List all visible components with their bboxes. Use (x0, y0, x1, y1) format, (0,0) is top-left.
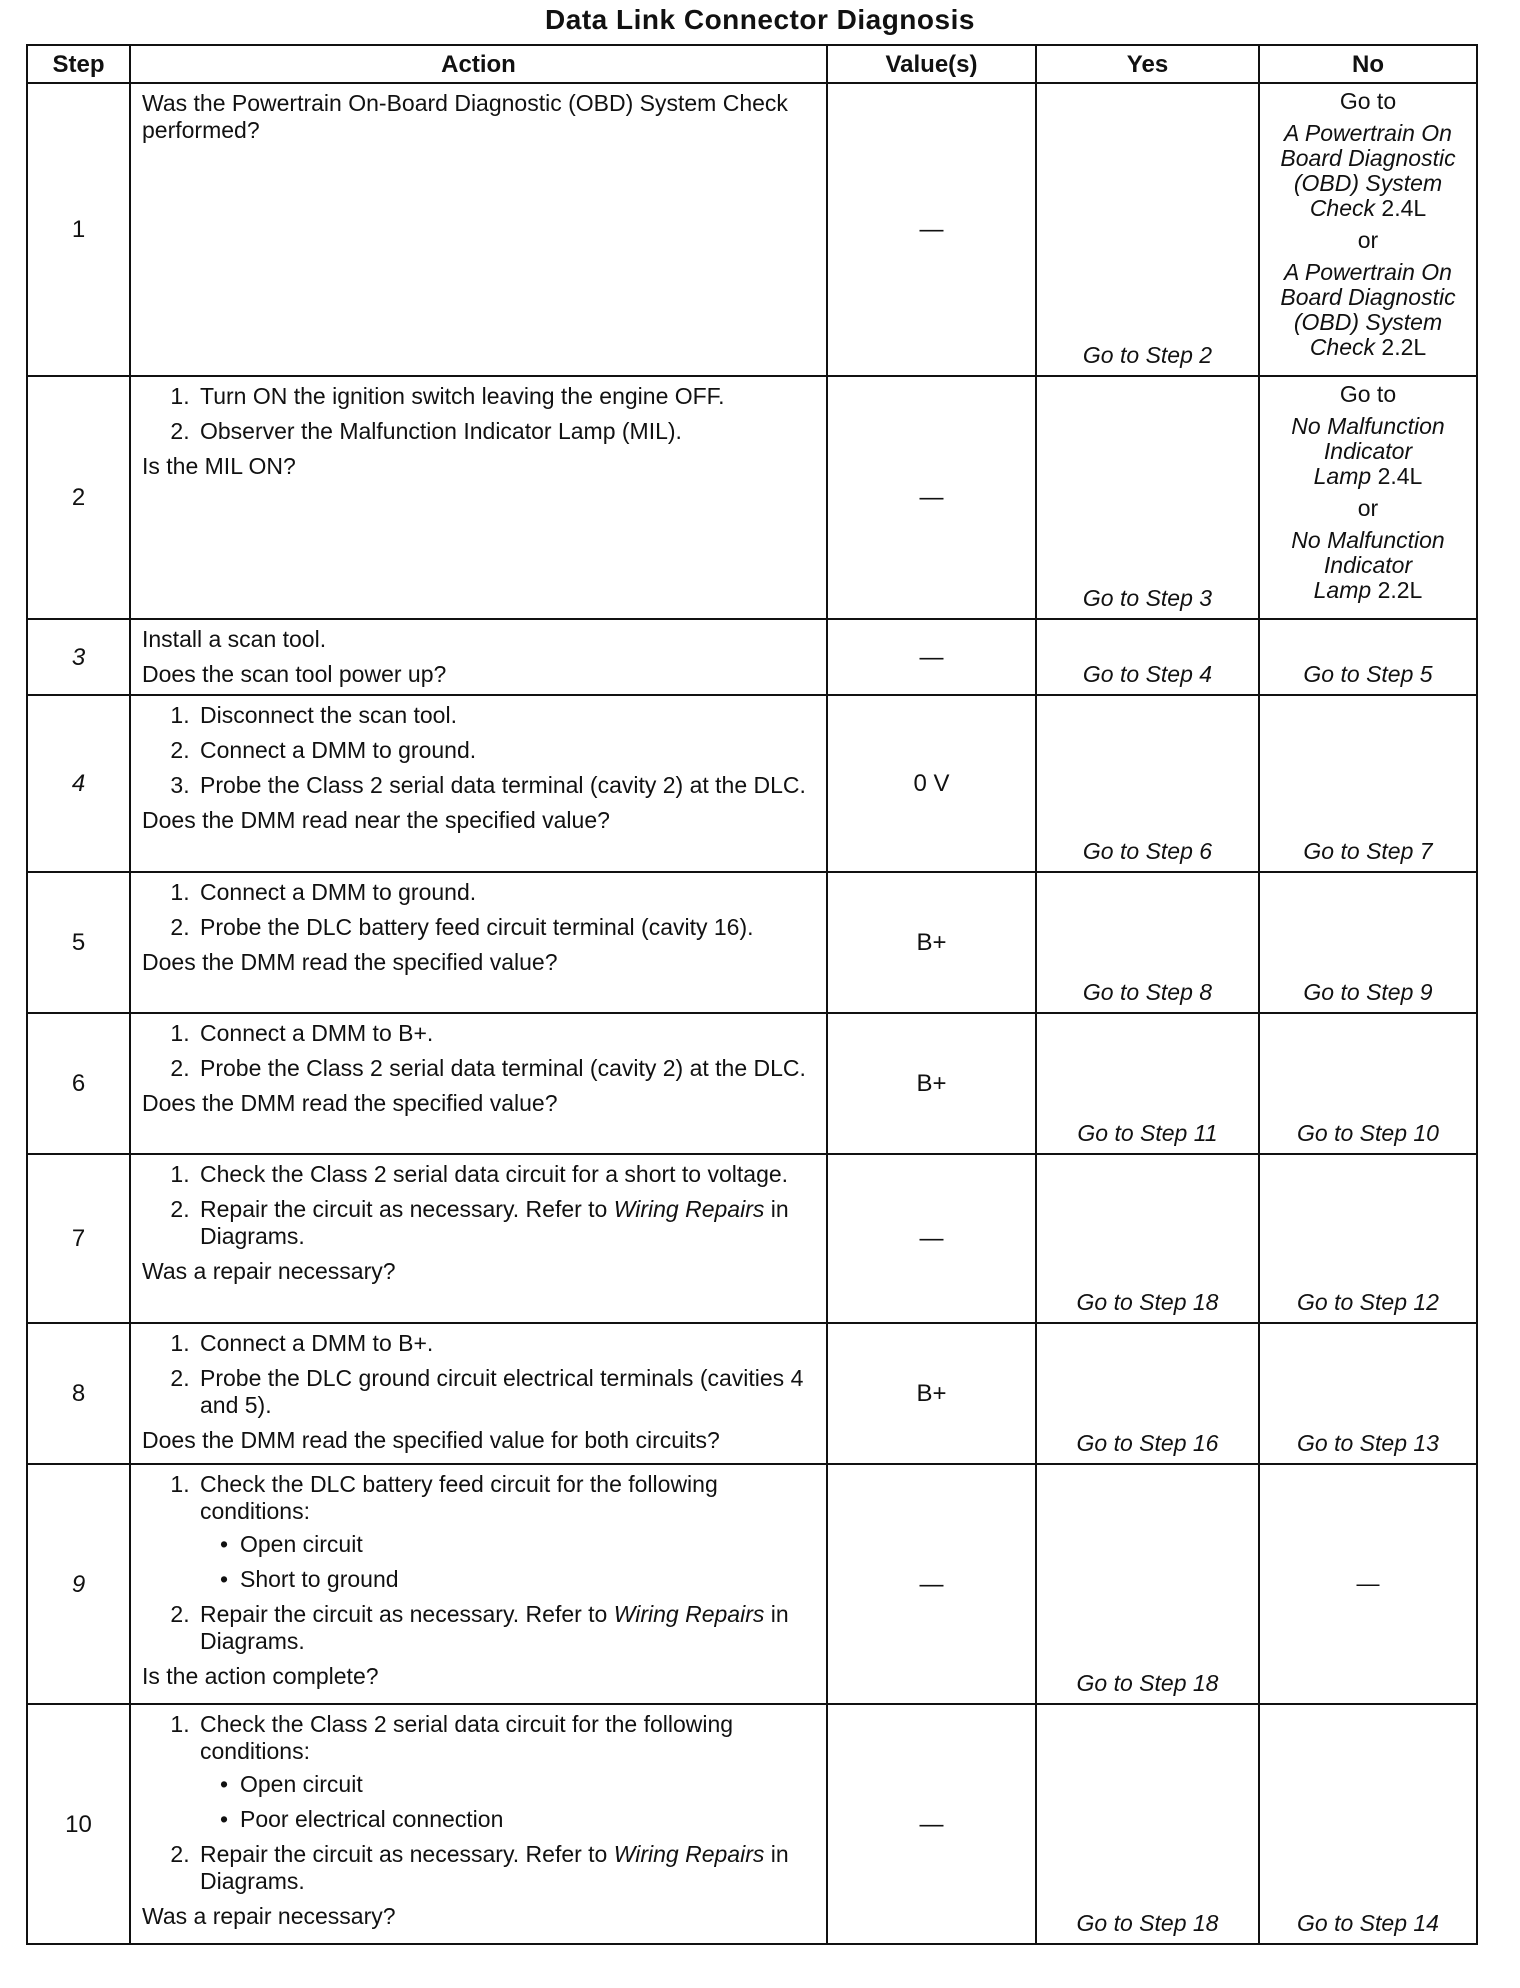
action-text: in Diagrams. (200, 1601, 789, 1654)
header-no: No (1259, 45, 1477, 83)
value-cell: — (827, 1704, 1036, 1944)
action-cell (130, 1154, 827, 1323)
action-item: 1. Connect a DMM to B+. (196, 1020, 816, 1047)
step-number: 9 (27, 1464, 130, 1704)
no-reference-text: No Malfunction Indicator (1291, 413, 1445, 464)
step-number: 7 (27, 1154, 130, 1323)
yes-cell: Go to Step 18 (1036, 1464, 1259, 1704)
header-action: Action (130, 45, 827, 83)
action-question: Was a repair necessary? (142, 1258, 396, 1284)
step-number: 3 (27, 619, 130, 695)
no-cell: Go to Step 12 (1259, 1154, 1477, 1323)
action-question: Was a repair necessary? (142, 1903, 396, 1929)
no-reference-text: No Malfunction Indicator (1291, 527, 1445, 578)
action-question: Was the Powertrain On-Board Diagnostic (OBD) System Check performed? (142, 90, 788, 143)
action-cell (130, 1464, 827, 1704)
no-cell: Go to Step 10 (1259, 1013, 1477, 1154)
action-item: 3. Probe the Class 2 serial data terminal (cavity 2) at the DLC. (196, 772, 816, 799)
step-number: 5 (27, 872, 130, 1013)
yes-cell: Go to Step 18 (1036, 1704, 1259, 1944)
value-cell: 0 V (827, 695, 1036, 872)
no-reference-tail: Lamp (1313, 463, 1372, 489)
no-reference-text: A Powertrain On Board Diagnostic (OBD) System (1280, 259, 1456, 335)
step-number: 8 (27, 1323, 130, 1464)
value-cell: B+ (827, 1323, 1036, 1464)
action-question: Does the DMM read the specified value for both circuits? (142, 1427, 720, 1453)
action-item (196, 1196, 816, 1250)
no-cell: Go to Step 7 (1259, 695, 1477, 872)
no-goto: Go to (1339, 88, 1397, 114)
action-text: Repair the circuit as necessary. Refer to (200, 1841, 614, 1867)
page-title: Data Link Connector Diagnosis (545, 4, 975, 35)
action-text: Repair the circuit as necessary. Refer to (200, 1601, 614, 1627)
action-question: Does the scan tool power up? (142, 661, 447, 687)
action-list (142, 1471, 816, 1655)
no-reference-suffix: 2.2L (1375, 334, 1427, 360)
action-question: Is the action complete? (142, 1663, 379, 1689)
action-item: 2. Probe the DLC battery feed circuit terminal (cavity 16). (196, 914, 816, 941)
action-cell (130, 83, 827, 376)
action-cell (130, 1013, 827, 1154)
no-or: or (1357, 227, 1379, 253)
action-text: Check the Class 2 serial data circuit for the following conditions: (200, 1711, 734, 1764)
table-row (27, 695, 1477, 872)
action-item: 2. Probe the Class 2 serial data terminal (cavity 2) at the DLC. (196, 1055, 816, 1082)
no-cell: — (1259, 1464, 1477, 1704)
no-reference-tail: Check (1309, 334, 1376, 360)
no-reference (1264, 260, 1472, 360)
header-values: Value(s) (827, 45, 1036, 83)
action-instruction: Install a scan tool. (142, 626, 327, 652)
wiring-repairs-reference: Wiring Repairs (613, 1841, 765, 1867)
step-number: 1 (27, 83, 130, 376)
no-cell (1259, 83, 1477, 376)
action-question: Does the DMM read the specified value? (142, 949, 558, 975)
action-question: Is the MIL ON? (142, 453, 296, 479)
action-list (142, 383, 816, 445)
action-item: 1. Connect a DMM to B+. (196, 1330, 816, 1357)
no-reference (1264, 528, 1472, 603)
header-step: Step (27, 45, 130, 83)
no-cell: Go to Step 13 (1259, 1323, 1477, 1464)
no-reference (1264, 121, 1472, 221)
table-row (27, 1464, 1477, 1704)
yes-cell: Go to Step 18 (1036, 1154, 1259, 1323)
action-item (196, 1711, 816, 1833)
condition-item: • Poor electrical connection (240, 1806, 816, 1833)
wiring-repairs-reference: Wiring Repairs (613, 1196, 765, 1222)
no-reference-text: A Powertrain On Board Diagnostic (OBD) System (1280, 120, 1456, 196)
action-list (142, 1020, 816, 1082)
no-reference-suffix: 2.2L (1371, 577, 1423, 603)
condition-item: • Open circuit (240, 1771, 816, 1798)
no-reference-tail: Lamp (1313, 577, 1372, 603)
step-number: 2 (27, 376, 130, 619)
action-cell (130, 376, 827, 619)
value-cell: — (827, 376, 1036, 619)
action-item: 2. Probe the DLC ground circuit electrical terminals (cavities 4 and 5). (196, 1365, 816, 1419)
value-cell: B+ (827, 872, 1036, 1013)
no-reference (1264, 414, 1472, 489)
yes-cell: Go to Step 11 (1036, 1013, 1259, 1154)
no-cell (1259, 376, 1477, 619)
yes-cell: Go to Step 3 (1036, 376, 1259, 619)
no-reference-suffix: 2.4L (1371, 463, 1423, 489)
table-row (27, 1323, 1477, 1464)
table-row (27, 1704, 1477, 1944)
action-cell (130, 1704, 827, 1944)
action-list (142, 702, 816, 799)
action-text: in Diagrams. (200, 1196, 789, 1249)
table-header-row (27, 45, 1477, 83)
action-text: Repair the circuit as necessary. Refer to (200, 1196, 614, 1222)
value-cell: — (827, 83, 1036, 376)
header-yes: Yes (1036, 45, 1259, 83)
yes-cell: Go to Step 16 (1036, 1323, 1259, 1464)
no-cell: Go to Step 5 (1259, 619, 1477, 695)
table-row (27, 83, 1477, 376)
action-cell (130, 619, 827, 695)
action-item: 1. Turn ON the ignition switch leaving the engine OFF. (196, 383, 816, 410)
action-item: 1. Disconnect the scan tool. (196, 702, 816, 729)
action-item (196, 1471, 816, 1593)
action-text: Check the DLC battery feed circuit for the following conditions: (200, 1471, 718, 1524)
yes-cell: Go to Step 2 (1036, 83, 1259, 376)
no-cell: Go to Step 14 (1259, 1704, 1477, 1944)
action-question: Does the DMM read near the specified value? (142, 807, 610, 833)
no-reference-tail: Check (1309, 195, 1376, 221)
action-item: 2. Observer the Malfunction Indicator Lamp (MIL). (196, 418, 816, 445)
step-number: 10 (27, 1704, 130, 1944)
diagnosis-table (26, 44, 1478, 1945)
condition-item: • Open circuit (240, 1531, 816, 1558)
action-list (142, 1161, 816, 1250)
action-item (196, 1841, 816, 1895)
table-row (27, 1154, 1477, 1323)
value-cell: — (827, 1154, 1036, 1323)
action-cell (130, 872, 827, 1013)
yes-cell: Go to Step 6 (1036, 695, 1259, 872)
value-cell: — (827, 619, 1036, 695)
table-row (27, 872, 1477, 1013)
value-cell: B+ (827, 1013, 1036, 1154)
action-item (196, 1601, 816, 1655)
yes-cell: Go to Step 8 (1036, 872, 1259, 1013)
action-list (142, 1711, 816, 1895)
yes-cell: Go to Step 4 (1036, 619, 1259, 695)
condition-item: • Short to ground (240, 1566, 816, 1593)
no-or: or (1357, 495, 1379, 521)
table-row (27, 619, 1477, 695)
action-item: 2. Connect a DMM to ground. (196, 737, 816, 764)
condition-list (200, 1531, 816, 1593)
no-cell: Go to Step 9 (1259, 872, 1477, 1013)
table-row (27, 1013, 1477, 1154)
no-reference-suffix: 2.4L (1375, 195, 1427, 221)
action-cell (130, 695, 827, 872)
condition-list (200, 1771, 816, 1833)
table-row (27, 376, 1477, 619)
wiring-repairs-reference: Wiring Repairs (613, 1601, 765, 1627)
action-list (142, 879, 816, 941)
action-cell (130, 1323, 827, 1464)
action-text: in Diagrams. (200, 1841, 789, 1894)
action-item: 1. Connect a DMM to ground. (196, 879, 816, 906)
step-number: 6 (27, 1013, 130, 1154)
value-cell: — (827, 1464, 1036, 1704)
action-item: 1. Check the Class 2 serial data circuit for a short to voltage. (196, 1161, 816, 1188)
step-number: 4 (27, 695, 130, 872)
action-question: Does the DMM read the specified value? (142, 1090, 558, 1116)
no-goto: Go to (1339, 381, 1397, 407)
action-list (142, 1330, 816, 1419)
